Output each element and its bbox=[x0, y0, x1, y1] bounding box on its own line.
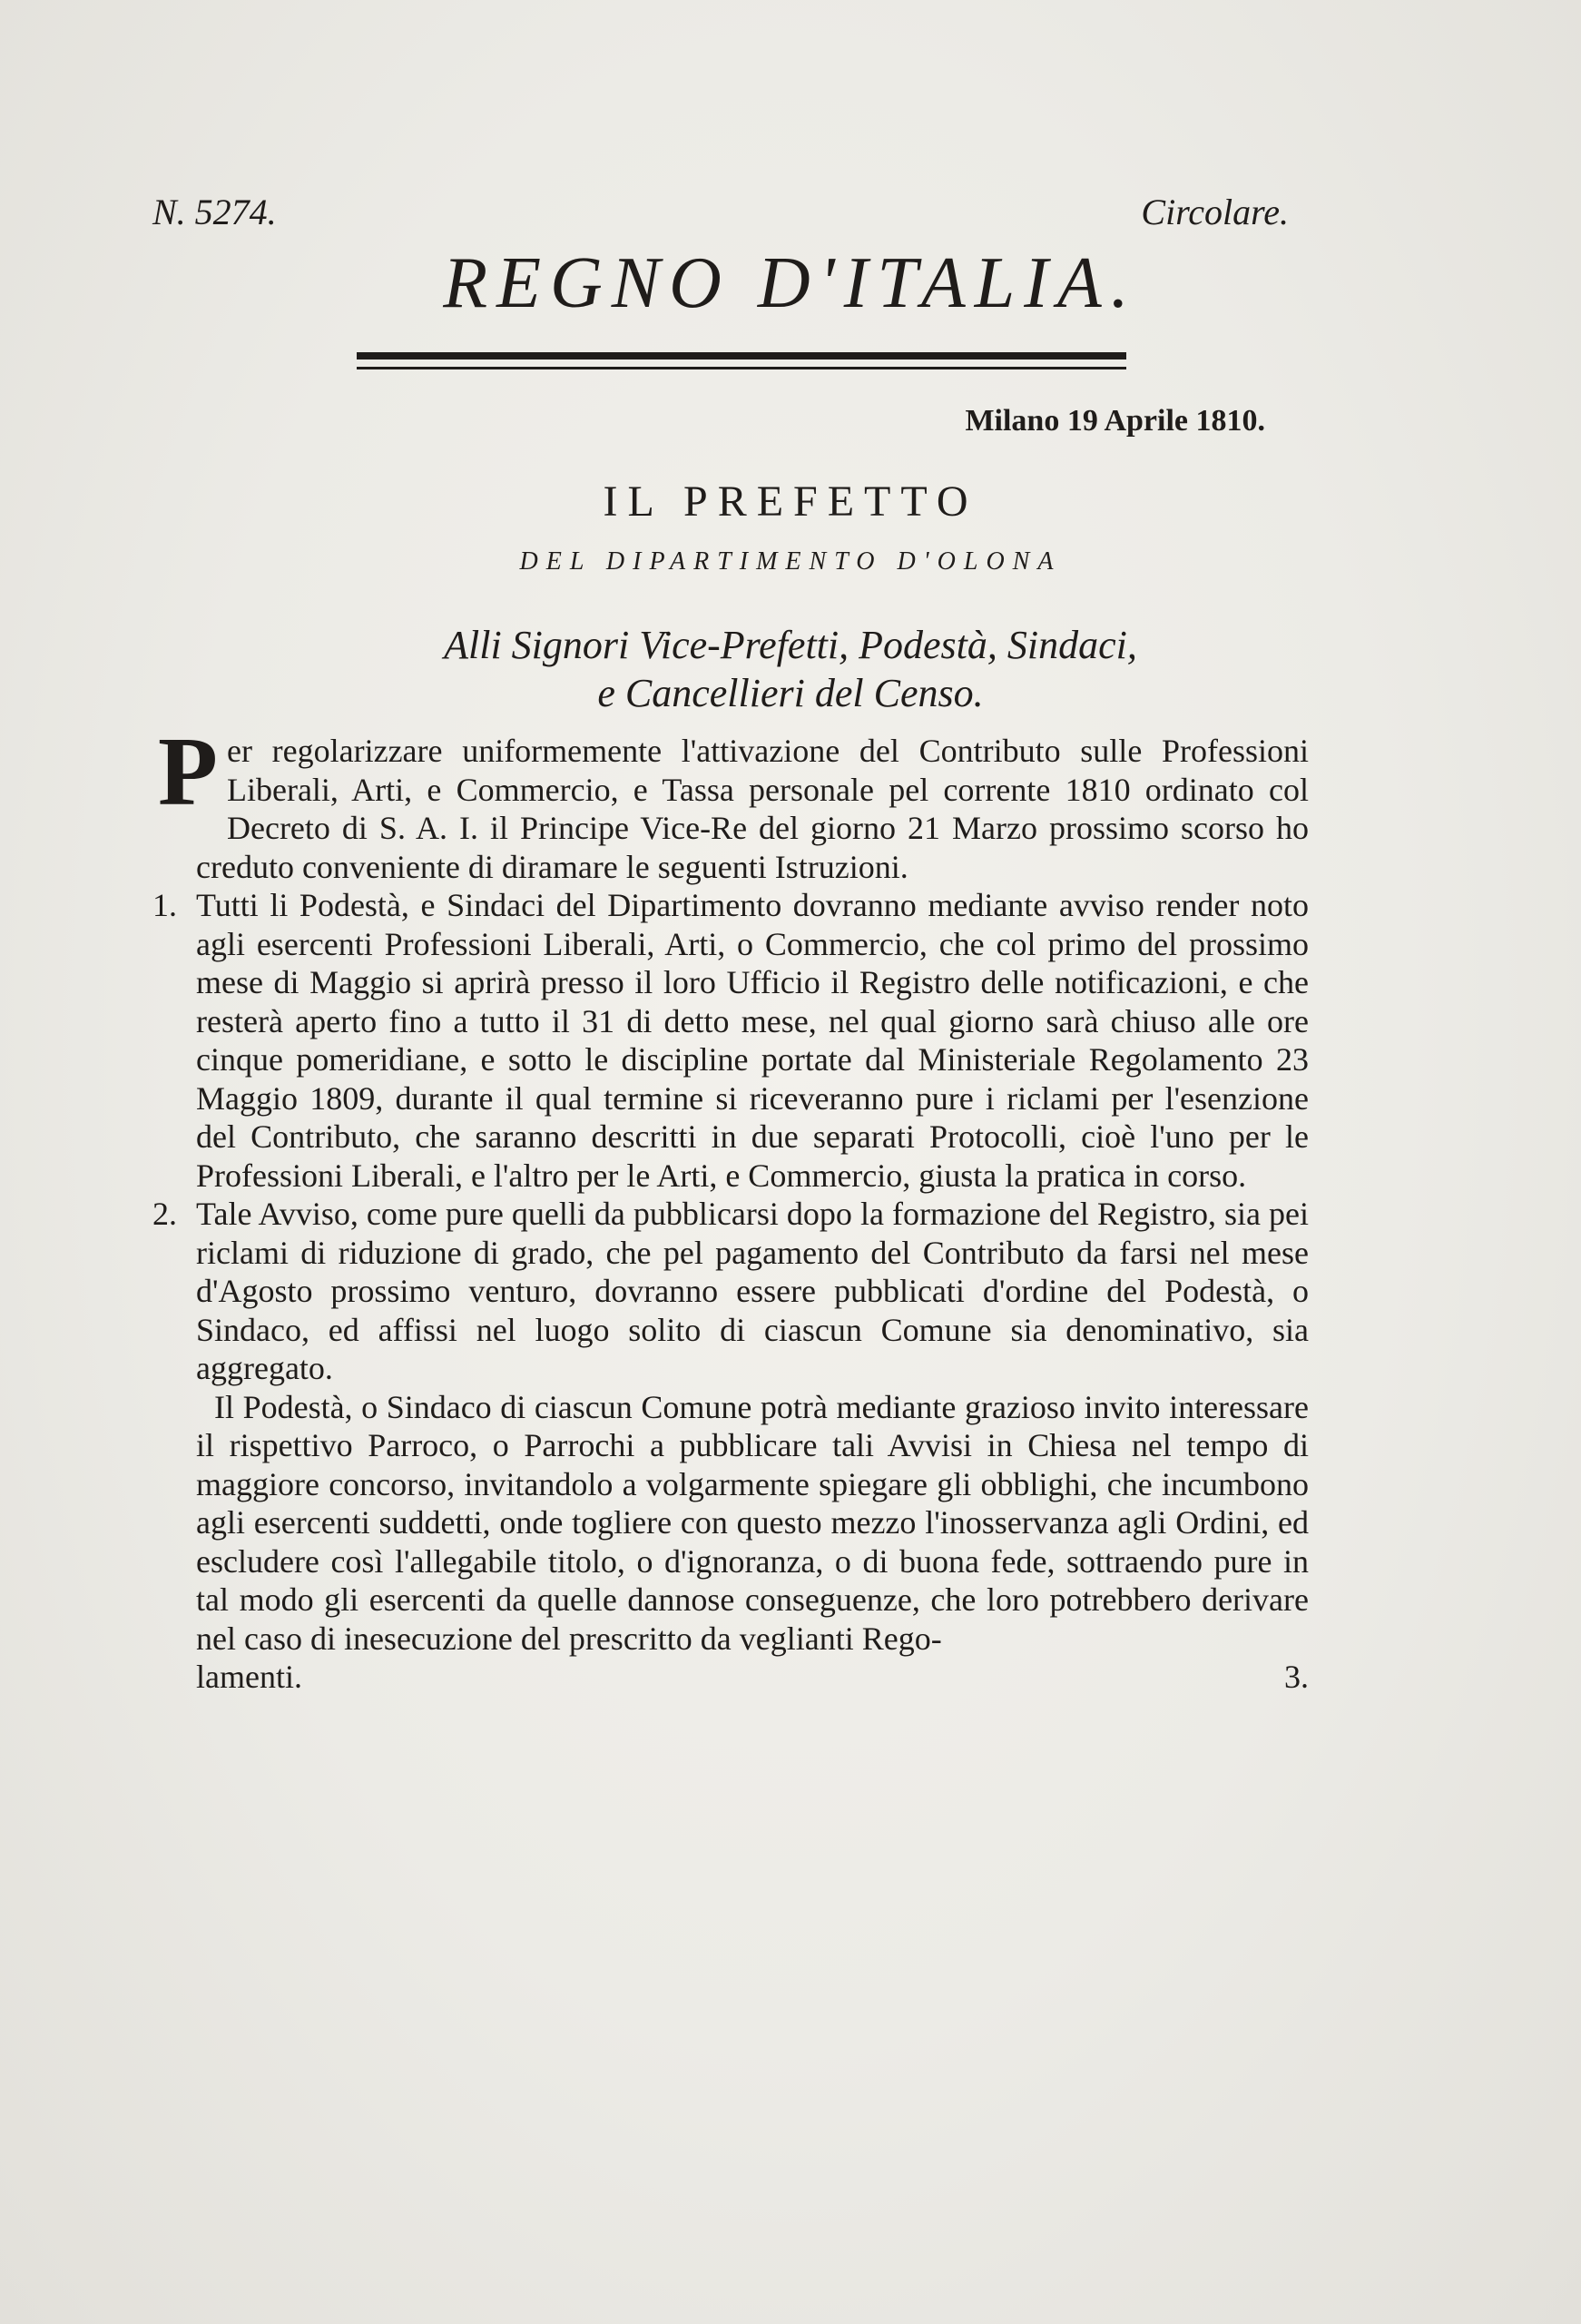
issuer-department: DEL DIPARTIMENTO D'OLONA bbox=[519, 547, 1062, 576]
intro-text: er regolarizzare uniformemente l'attivazione del Contributo sulle Professioni Liberali, Arti, e Commercio, e Tassa personale pel corrente 1810 ordinato col Decreto di S. A. I. il Principe Vice-Re del giorno 21 Marzo prossimo scorso ho creduto conveniente di diramare le seguenti Istruzioni. bbox=[196, 733, 1309, 885]
document-header bbox=[152, 191, 1289, 245]
drop-cap: P bbox=[158, 718, 218, 826]
instruction-item-1 bbox=[152, 886, 1309, 1195]
item-text: Tutti li Podestà, e Sindaci del Dipartimento dovranno mediante avviso render noto agli esercenti Professioni Liberali, Arti, o Commercio, che col primo del prossimo mese di Maggio si aprirà presso il loro Ufficio il Registro delle notificazioni, e che resterà aperto fino a tutto il 31 di detto mese, nel qual giorno sarà chiuso alle ore cinque pomeridiane, e sotto le discipline portate dal Ministeriale Regolamento 23 Maggio 1809, durante il qual termine si riceveranno pure i riclami per l'esenzione del Contributo, che saranno descritti in due separati Protocolli, cioè l'uno per le Professioni Liberali, e l'altro per le Arti, e Commercio, giusta la pratica in corso. bbox=[196, 887, 1309, 1194]
item-text: Tale Avviso, come pure quelli da pubblicarsi dopo la formazione del Registro, sia pei riclami di riduzione di grado, che pel pagamento del Contributo da farsi nel mese d'Agosto prossimo venturo, dovranno essere pubblicati d'ordine del Podestà, o Sindaco, ed affissi nel luogo solito di ciascun Comune sia denominativo, sia aggregato. bbox=[196, 1196, 1309, 1386]
document-body bbox=[152, 718, 1309, 1697]
document-type: Circolare. bbox=[1141, 192, 1289, 232]
document-title: REGNO D'ITALIA. bbox=[443, 243, 1138, 323]
item-number: 1. bbox=[152, 887, 177, 923]
page-marker: 3. bbox=[1284, 1659, 1309, 1695]
closing-line bbox=[196, 1658, 1309, 1697]
closing-word: lamenti. bbox=[196, 1659, 302, 1695]
document-date: Milano 19 Aprile 1810. bbox=[965, 404, 1265, 438]
addressee-line-1: Alli Signori Vice-Prefetti, Podestà, Sindaci, bbox=[444, 623, 1137, 667]
paragraph-3 bbox=[196, 1388, 1309, 1659]
title-rule-thin bbox=[357, 367, 1126, 369]
issuer-title: IL PREFETTO bbox=[603, 478, 978, 526]
intro-paragraph bbox=[158, 718, 1309, 886]
title-rule-thick bbox=[357, 352, 1126, 359]
item-number: 2. bbox=[152, 1196, 177, 1232]
document-number: N. 5274. bbox=[152, 192, 277, 232]
paragraph-text: Il Podestà, o Sindaco di ciascun Comune potrà mediante grazioso invito interessare il rispettivo Parroco, o Parrochi a pubblicare tali Avvisi in Chiesa nel tempo di maggiore concorso, invitandolo a volgarmente spiegare gli obblighi, che incumbono agli esercenti suddetti, onde togliere con questo mezzo l'inosservanza agli Ordini, ed escludere così l'allegabile titolo, o d'ignoranza, o di buona fede, sottraendo pure in tal modo gli esercenti da quelle dannose conseguenze, che loro potrebbero derivare nel caso di inesecuzione del prescritto da veglianti Rego- bbox=[196, 1388, 1309, 1657]
instruction-item-2 bbox=[152, 1195, 1309, 1388]
addressee-line-2: e Cancellieri del Censo. bbox=[597, 671, 984, 715]
